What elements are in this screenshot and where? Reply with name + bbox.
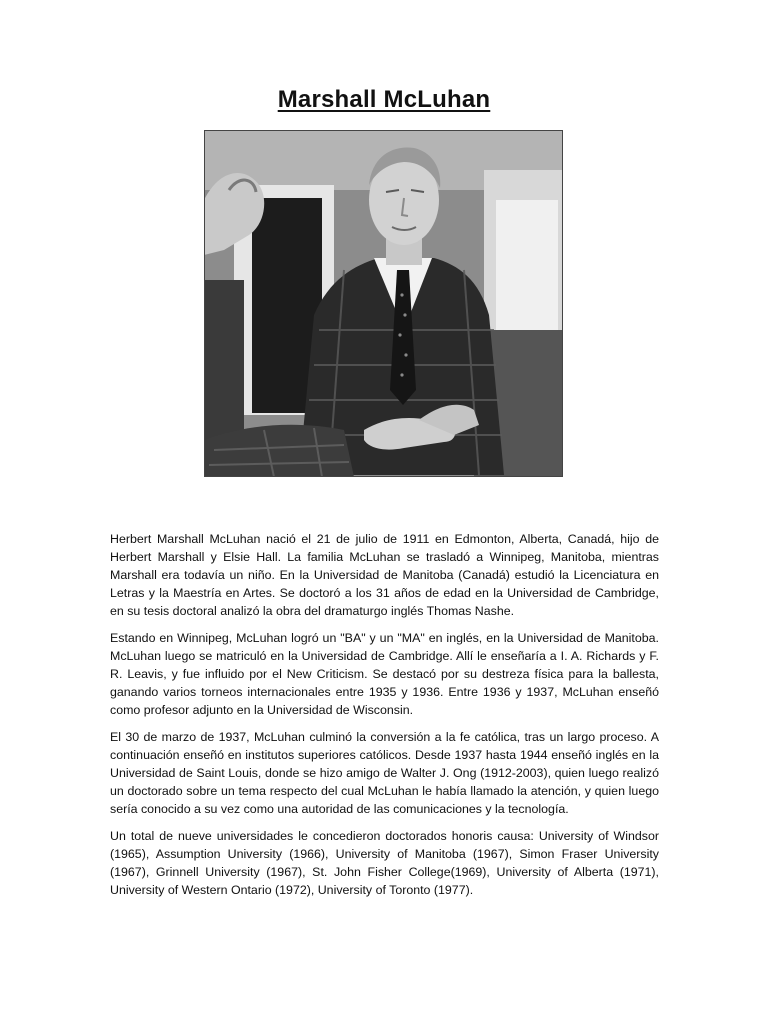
portrait-photo [204,130,563,477]
paragraph-4: Un total de nueve universidades le concedieron doctorados honoris causa: University of Windsor (1965), Assumption University (1966), University of Manitoba (1967), Simon Fraser University (1967), Grinnell University (1967), St. John Fisher College(1969), University of Alberta (1971), University of Western Ontario (1972), University of Toronto (1977). [110,829,659,897]
paragraph-1: Herbert Marshall McLuhan nació el 21 de julio de 1911 en Edmonton, Alberta, Canadá, hijo de Herbert Marshall y Elsie Hall. La familia McLuhan se trasladó a Winnipeg, Manitoba, mientras Marshall era todavía un niño. En la Universidad de Manitoba (Canadá) estudió la Licenciatura en Letras y la Maestría en Artes. Se doctoró a los 31 años de edad en la Universidad de Cambridge, en su tesis doctoral analizó la obra del dramaturgo inglés Thomas Nashe. [110,532,659,618]
body-text [110,530,659,908]
paragraph-3: El 30 de marzo de 1937, McLuhan culminó la conversión a la fe católica, tras un largo proceso. A continuación enseñó en institutos superiores católicos. Desde 1937 hasta 1944 enseñó inglés en la Universidad de Saint Louis, donde se hizo amigo de Walter J. Ong (1912-2003), quien luego realizó un doctorado sobre un tema respecto del cual McLuhan le había llamado la atención, y quien luego sería conocido a su vez como una autoridad de las comunicaciones y la tecnología. [110,730,659,816]
portrait-illustration [204,130,563,477]
paragraph-2: Estando en Winnipeg, McLuhan logró un "BA" y un "MA" en inglés, en la Universidad de Manitoba. McLuhan luego se matriculó en la Universidad de Cambridge. Allí le enseñaría a I. A. Richards y F. R. Leavis, y fue influido por el New Criticism. Se destacó por su destreza física para la ballesta, ganando varios torneos internacionales entre 1935 y 1936. Entre 1936 y 1937, McLuhan enseñó como profesor adjunto en la Universidad de Wisconsin. [110,631,659,717]
page-title: Marshall McLuhan [277,86,491,113]
